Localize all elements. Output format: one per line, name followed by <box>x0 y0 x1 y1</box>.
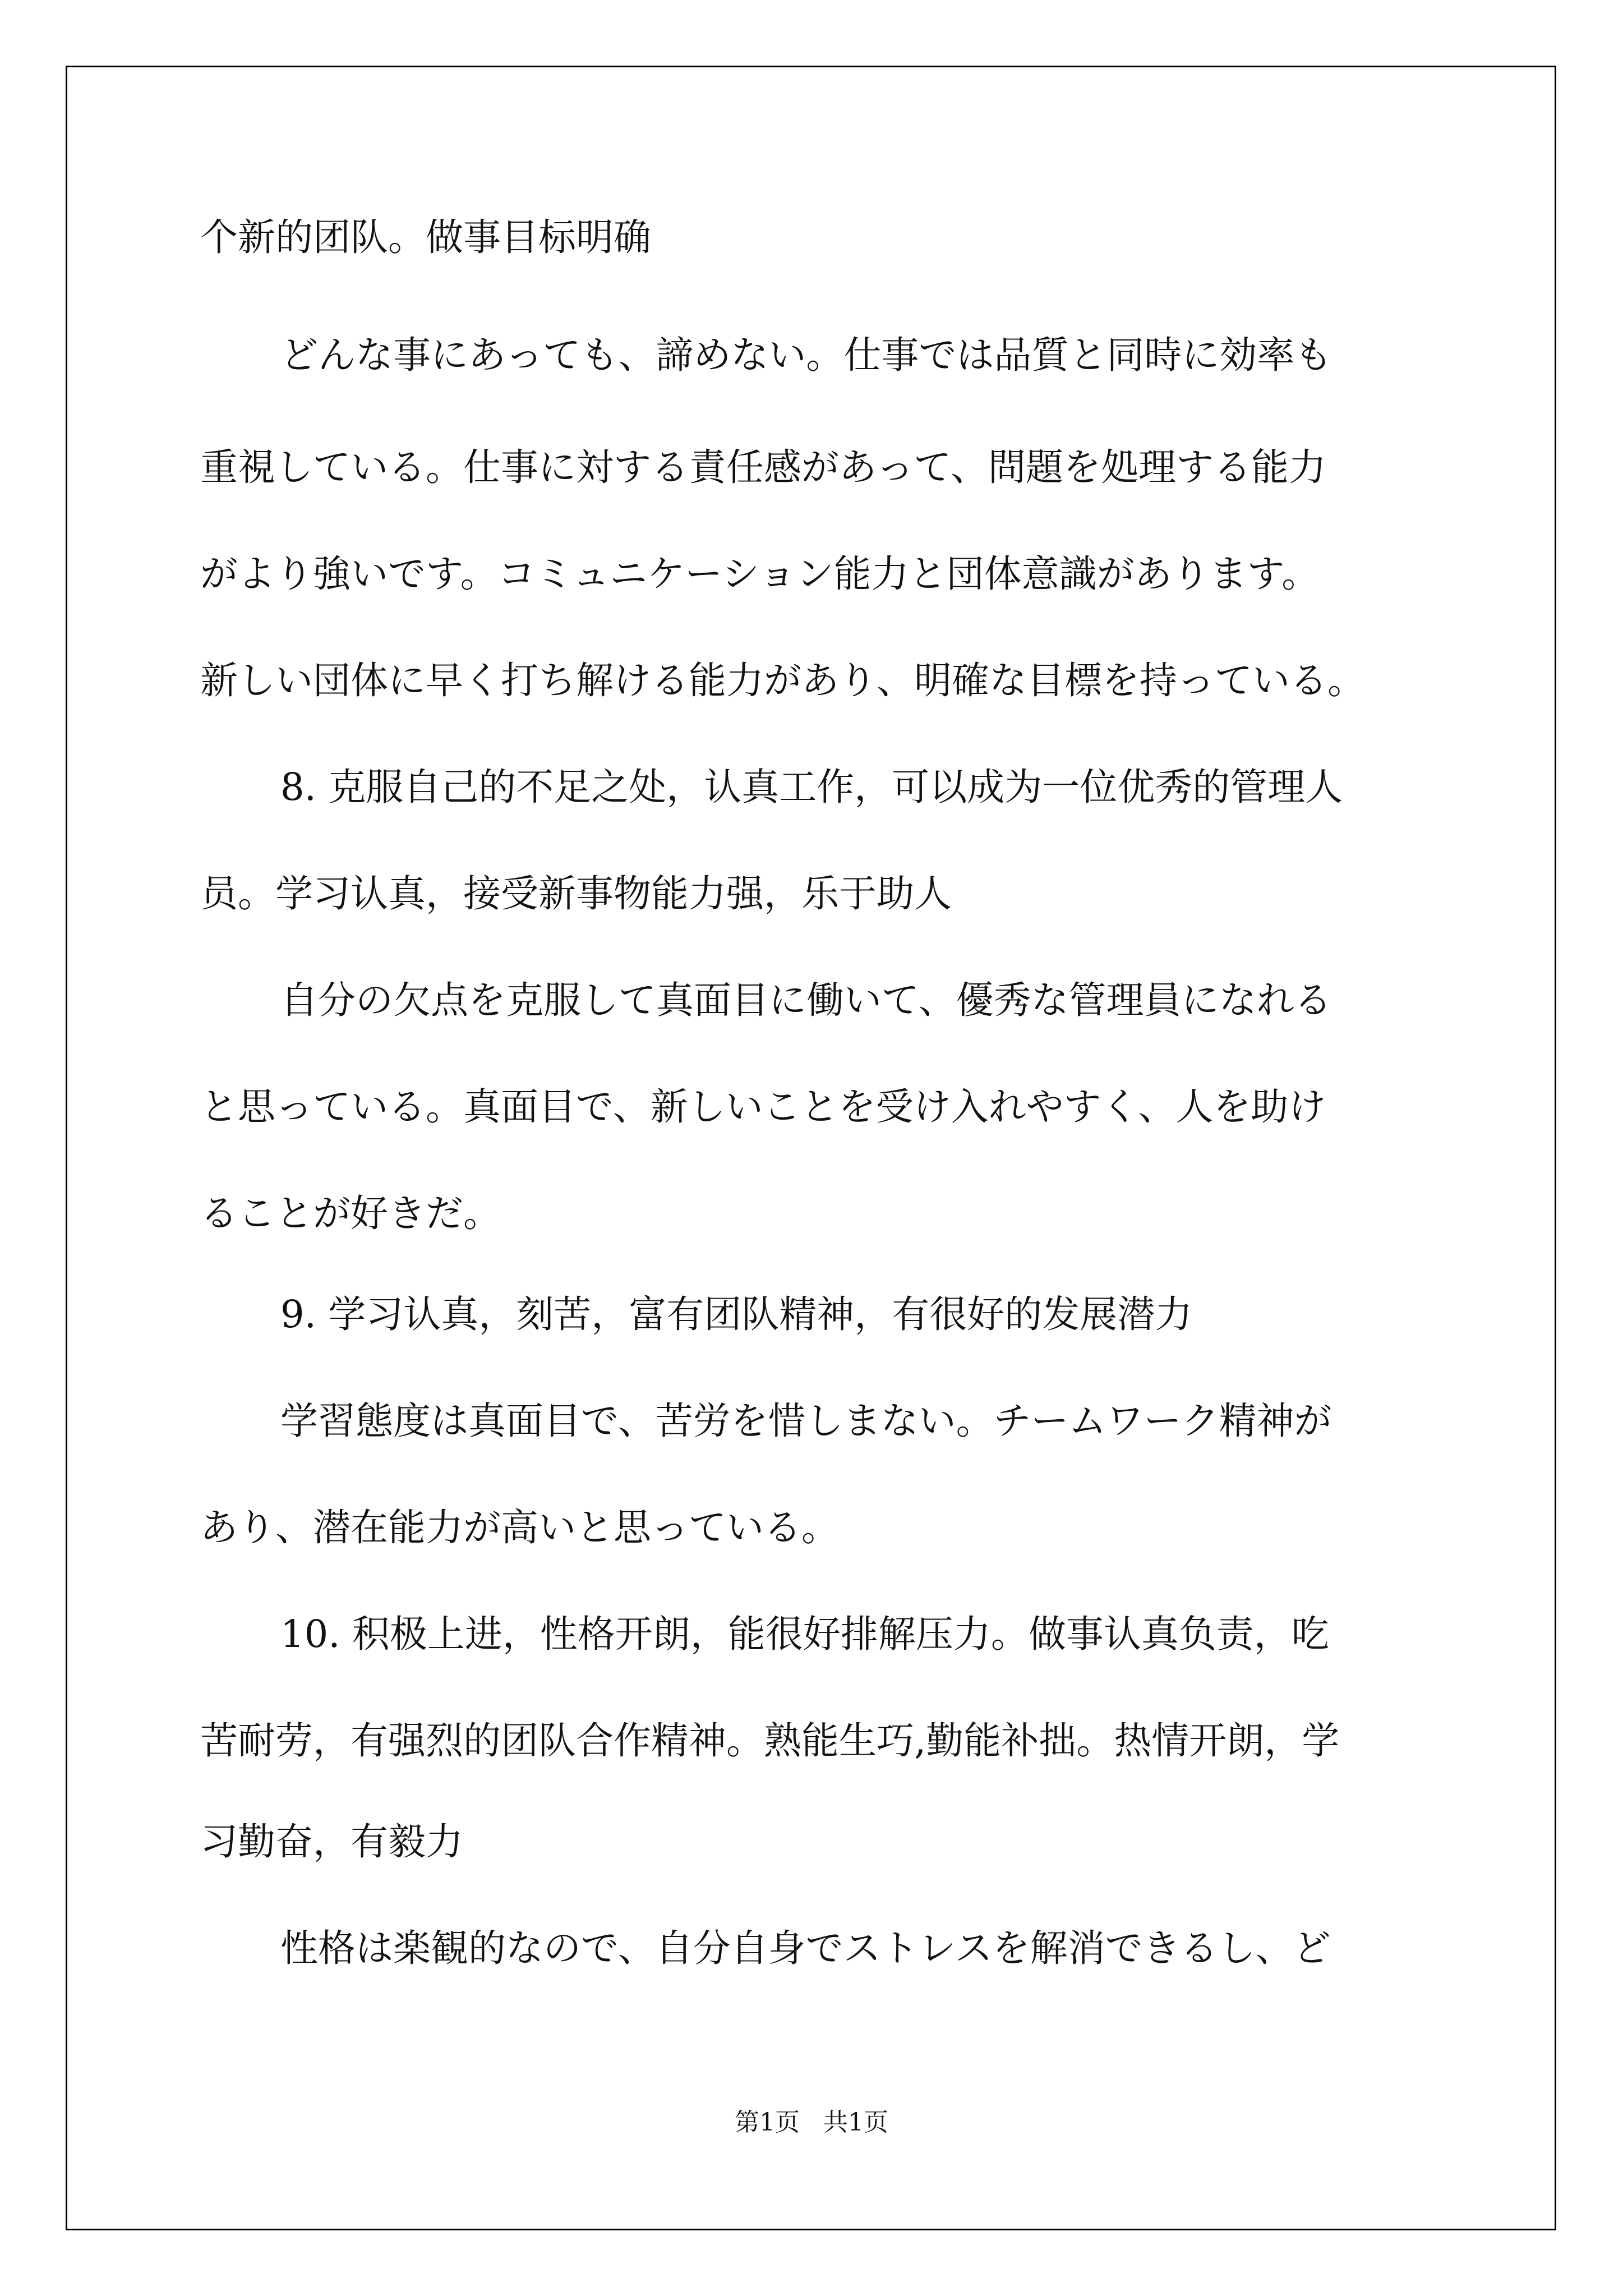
text-line: 员。学习认真，接受新事物能力强，乐于助人 <box>200 872 952 915</box>
page-border <box>66 66 1556 2230</box>
text-line: あり、潜在能力が高いと思っている。 <box>200 1506 839 1549</box>
text-line: 习勤奋，有毅力 <box>200 1820 463 1864</box>
text-line: がより強いです。コミュニケーション能力と団体意識があります。 <box>200 552 1320 596</box>
text-line: と思っている。真面目で、新しいことを受け入れやすく、人を助け <box>200 1085 1326 1129</box>
text-line: どんな事にあっても、諦めない。仕事では品質と同時に効率も <box>280 333 1332 377</box>
text-line: ることが好きだ。 <box>200 1191 501 1235</box>
text-line: 苦耐劳，有强烈的团队合作精神。熟能生巧,勤能补拙。热情开朗，学 <box>200 1719 1340 1763</box>
text-line: 自分の欠点を克服して真面目に働いて、優秀な管理員になれる <box>280 978 1332 1022</box>
text-line: 9. 学习认真，刻苦，富有团队精神，有很好的发展潜力 <box>280 1292 1193 1336</box>
text-line: 学習態度は真面目で、苦労を惜しまない。チームワーク精神が <box>280 1399 1332 1443</box>
text-line: 个新的团队。做事目标明确 <box>200 215 651 259</box>
text-line: 重視している。仕事に対する責任感があって、問題を処理する能力 <box>200 445 1326 489</box>
text-line: 新しい団体に早く打ち解ける能力があり、明確な目標を持っている。 <box>200 659 1365 702</box>
page-number-footer: 第1页 共1页 <box>735 2108 888 2137</box>
text-line: 8. 克服自己的不足之处，认真工作，可以成为一位优秀的管理人 <box>280 765 1343 809</box>
text-line: 性格は楽観的なので、自分自身でストレスを解消できるし、ど <box>280 1926 1331 1970</box>
text-line: 10. 积极上进，性格开朗，能很好排解压力。做事认真负责，吃 <box>280 1612 1329 1656</box>
